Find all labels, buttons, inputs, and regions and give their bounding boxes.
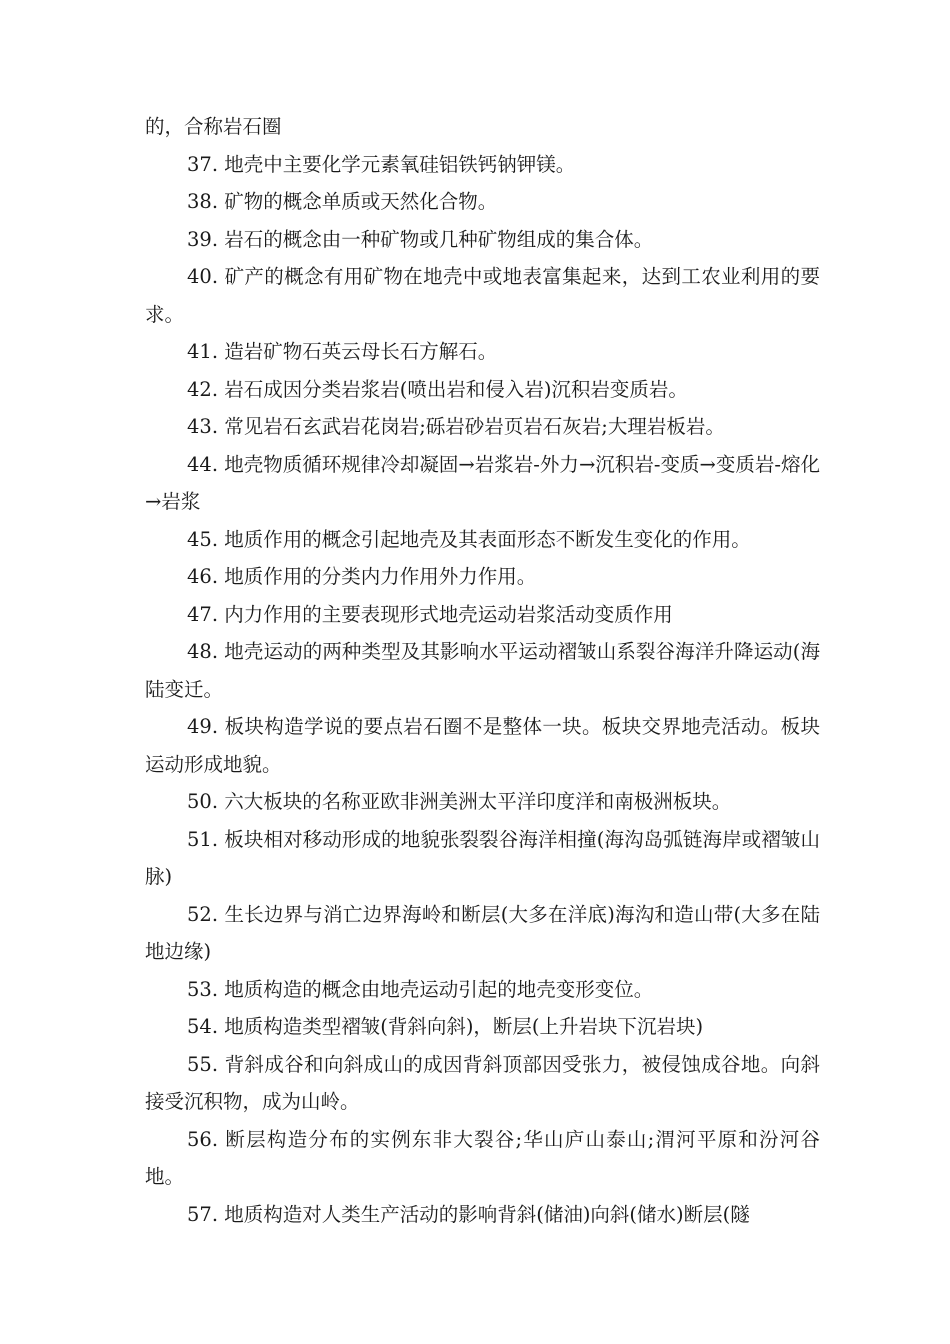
document-body [145, 108, 820, 1233]
paragraph-40: 40. 矿产的概念有用矿物在地壳中或地表富集起来，达到工农业利用的要求。 [145, 265, 820, 326]
paragraph-43: 43. 常见岩石玄武岩花岗岩;砾岩砂岩页岩石灰岩;大理岩板岩。 [187, 415, 725, 438]
paragraph-53: 53. 地质构造的概念由地壳运动引起的地壳变形变位。 [187, 977, 654, 1001]
paragraph-54: 54. 地质构造类型褶皱(背斜向斜)，断层(上升岩块下沉岩块) [187, 1015, 704, 1038]
paragraph-51: 51. 板块相对移动形成的地貌张裂裂谷海洋相撞(海沟岛弧链海岸或褶皱山脉) [145, 827, 820, 888]
paragraph-56: 56. 断层构造分布的实例东非大裂谷;华山庐山泰山;渭河平原和汾河谷地。 [145, 1127, 820, 1188]
paragraph-41: 41. 造岩矿物石英云母长石方解石。 [187, 340, 498, 363]
paragraph-45: 45. 地质作用的概念引起地壳及其表面形态不断发生变化的作用。 [187, 527, 751, 551]
paragraph-47: 47. 内力作用的主要表现形式地壳运动岩浆活动变质作用 [187, 602, 673, 626]
paragraph-52: 52. 生长边界与消亡边界海岭和断层(大多在洋底)海沟和造山带(大多在陆地边缘) [145, 902, 820, 963]
paragraph-55: 55. 背斜成谷和向斜成山的成因背斜顶部因受张力，被侵蚀成谷地。向斜接受沉积物，成为山岭。 [145, 1052, 820, 1113]
paragraph-42: 42. 岩石成因分类岩浆岩(喷出岩和侵入岩)沉积岩变质岩。 [187, 377, 688, 401]
paragraph-continuation: 的，合称岩石圈 [145, 115, 282, 138]
paragraph-44: 44. 地壳物质循环规律冷却凝固→岩浆岩-外力→沉积岩-变质→变质岩-熔化→岩浆 [145, 452, 820, 513]
paragraph-48: 48. 地壳运动的两种类型及其影响水平运动褶皱山系裂谷海洋升降运动(海陆变迁。 [145, 640, 820, 701]
paragraph-46: 46. 地质作用的分类内力作用外力作用。 [187, 565, 537, 588]
paragraph-50: 50. 六大板块的名称亚欧非洲美洲太平洋印度洋和南极洲板块。 [187, 790, 732, 813]
paragraph-49: 49. 板块构造学说的要点岩石圈不是整体一块。板块交界地壳活动。板块运动形成地貌。 [145, 715, 820, 776]
paragraph-38: 38. 矿物的概念单质或天然化合物。 [187, 190, 498, 213]
paragraph-39: 39. 岩石的概念由一种矿物或几种矿物组成的集合体。 [187, 227, 654, 251]
paragraph-57: 57. 地质构造对人类生产活动的影响背斜(储油)向斜(储水)断层(隧 [187, 1202, 750, 1226]
paragraph-37: 37. 地壳中主要化学元素氧硅铝铁钙钠钾镁。 [187, 152, 576, 176]
